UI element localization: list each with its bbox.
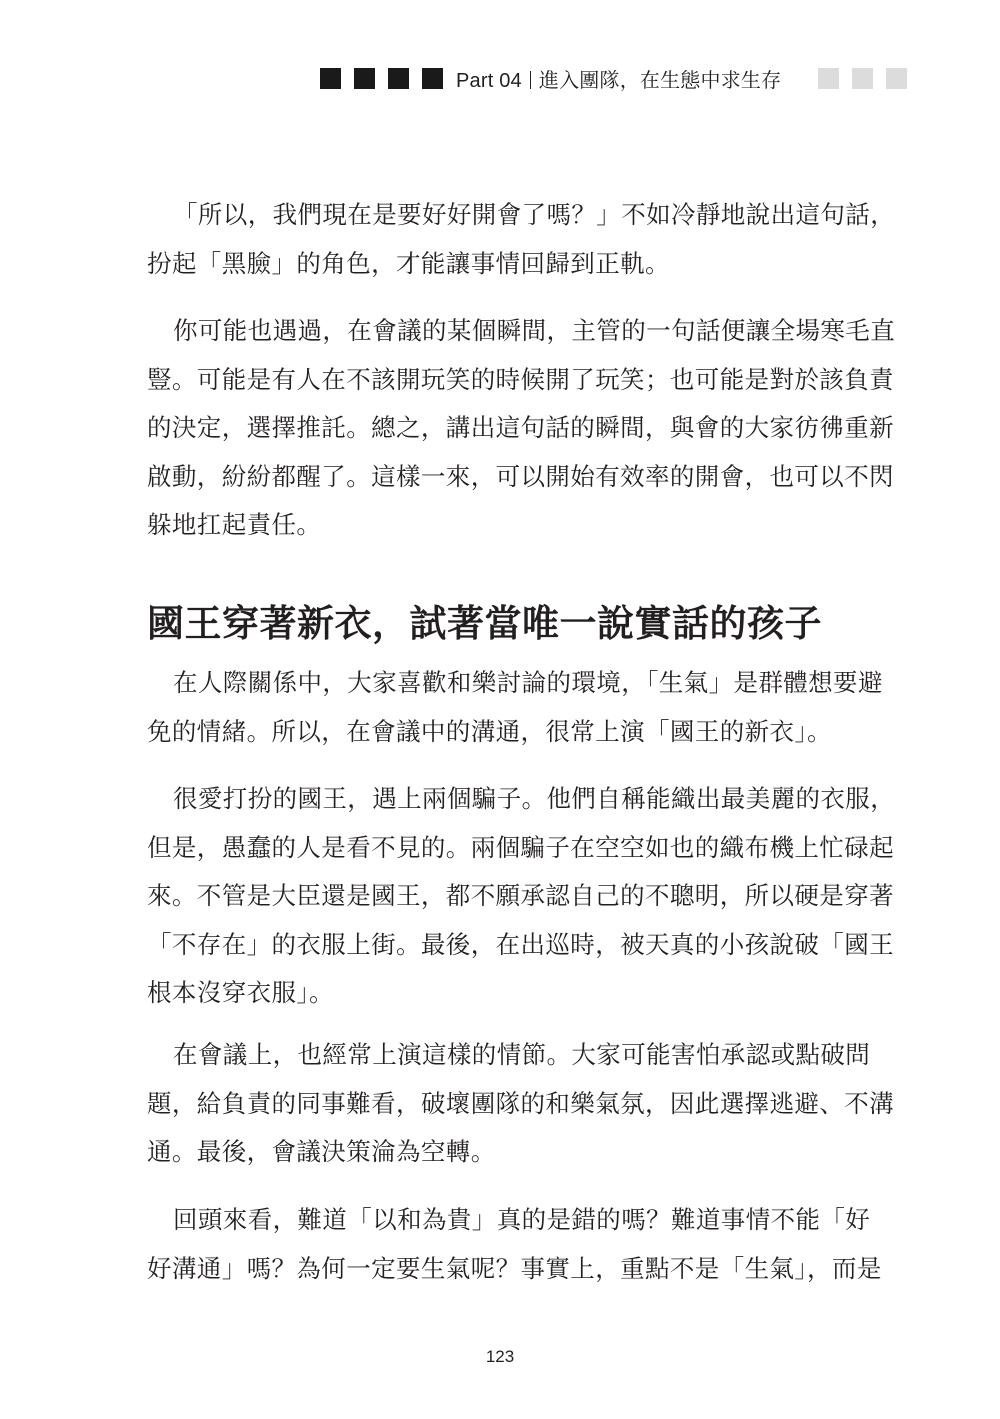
text-line: 很愛打扮的國王，遇上兩個騙子。他們自稱能織出最美麗的衣服， [173,784,896,813]
header-marker-dark [388,68,409,89]
text-line: 「不存在」的衣服上街。最後，在出巡時，被天真的小孩說破「國王 [147,929,894,959]
header-divider [530,71,531,89]
text-line: 但是，愚蠢的人是看不見的。兩個騙子在空空如也的織布機上忙碌起 [147,832,894,862]
text-line: 回頭來看，難道「以和為貴」真的是錯的嗎？難道事情不能「好 [173,1205,871,1234]
header-marker-light [852,68,873,89]
text-line: 好溝通」嗎？為何一定要生氣呢？事實上，重點不是「生氣」，而是 [147,1253,882,1283]
paragraph [147,659,887,756]
text-line: 根本沒穿衣服」。 [147,978,334,1007]
text-line: 豎。可能是有人在不該開玩笑的時候開了玩笑；也可能是對於該負責 [147,364,894,394]
running-header [320,66,907,90]
header-marker-dark [422,68,443,89]
paragraph [147,191,896,288]
section-heading: 國王穿著新衣，試著當唯一說實話的孩子 [147,602,822,645]
text-line: 的決定，選擇推託。總之，講出這句話的瞬間，與會的大家彷彿重新 [147,413,894,442]
text-line: 通。最後，會議決策淪為空轉。 [147,1137,496,1166]
header-part: Part 04 [456,69,522,92]
text-line: 躲地扛起責任。 [147,510,322,539]
header-marker-dark [354,68,375,89]
text-line: 扮起「黑臉」的角色，才能讓事情回歸到正軌。 [147,248,670,278]
paragraph [147,307,896,550]
header-chapter-title: 進入團隊，在生態中求生存 [538,69,782,92]
page-number: 123 [485,1347,515,1366]
text-line: 你可能也遇過，在會議的某個瞬間，主管的一句話便讓全場寒毛直 [173,316,896,345]
text-line: 題，給負責的同事難看，破壞團隊的和樂氣氛，因此選擇逃避、不溝 [147,1088,894,1118]
text-line: 在會議上，也經常上演這樣的情節。大家可能害怕承認或點破問 [173,1040,871,1069]
text-line: 來。不管是大臣還是國王，都不願承認自己的不聰明，所以硬是穿著 [147,881,894,910]
header-marker-light [818,68,839,89]
header-title [456,64,781,93]
paragraph [147,1031,894,1177]
text-line: 免的情緒。所以，在會議中的溝通，很常上演「國王的新衣」。 [147,716,832,746]
header-marker-dark [320,68,341,89]
text-line: 在人際關係中，大家喜歡和樂討論的環境，「生氣」是群體想要避 [173,668,883,697]
text-line: 啟動，紛紛都醒了。這樣一來，可以開始有效率的開會，也可以不閃 [147,461,894,491]
paragraph [147,775,896,1018]
text-line: 「所以，我們現在是要好好開會了嗎？」不如冷靜地說出這句話， [173,200,896,229]
paragraph [147,1196,887,1293]
header-marker-light [886,68,907,89]
